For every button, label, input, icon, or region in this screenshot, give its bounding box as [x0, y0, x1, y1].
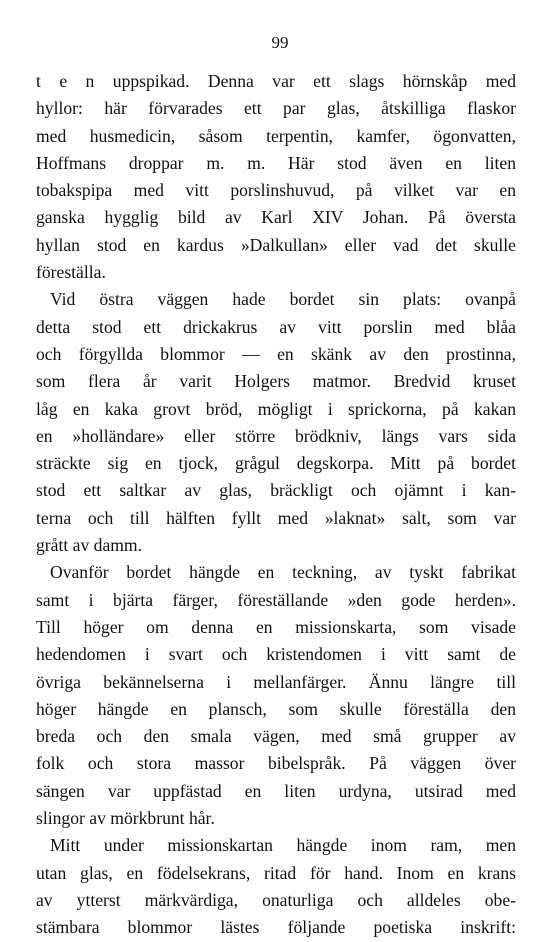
text-line: ganska hygglig bild av Karl XIV Johan. På översta — [36, 207, 516, 228]
text-line: Hoffmans droppar m. m. Här stod även en liten — [36, 152, 516, 173]
text-line: höger hängde en plansch, som skulle föreställa den — [36, 698, 516, 719]
text-line: sängen var uppfästad en liten urdyna, utsirad med — [36, 780, 516, 801]
text-line: hyllan stod en kardus »Dalkullan» eller vad det skulle — [36, 234, 516, 255]
text-line: hedendomen i svart och kristendomen i vitt samt de — [36, 644, 516, 665]
text-line: t e n uppspikad. Denna var ett slags hörnskåp med — [36, 71, 516, 91]
page-number: 99 — [271, 33, 289, 52]
text-line: Mitt under missionskartan hängde inom ram, men — [50, 835, 516, 856]
text-line: Ovanför bordet hängde en teckning, av tyskt fabrikat — [50, 562, 516, 583]
text-line: grått av damm. — [36, 535, 143, 556]
text-line: tobakspipa med vitt porslinshuvud, på vilket var en — [36, 180, 516, 201]
text-line: terna och till hälften fyllt med »laknat» salt, som var — [36, 507, 516, 528]
text-line: och förgyllda blommor — en skänk av den prostinna, — [36, 343, 516, 364]
body-text — [36, 68, 516, 942]
text-line: folk och stora massor bibelspråk. På väggen över — [36, 753, 516, 774]
text-line: Vid östra väggen hade bordet sin plats: ovanpå — [50, 289, 516, 310]
text-line: föreställa. — [36, 262, 106, 283]
text-line: hyllor: här förvarades ett par glas, åtskilliga flaskor — [36, 98, 516, 119]
text-line: breda och den smala vägen, med små grupper av — [36, 726, 516, 747]
text-line: med husmedicin, såsom terpentin, kamfer, ögonvatten, — [36, 125, 516, 146]
text-line: utan glas, en födelsekrans, ritad för hand. Inom en krans — [36, 862, 516, 883]
text-line: slingor av mörkbrunt hår. — [36, 808, 215, 829]
text-line: övriga bekännelserna i mellanfärger. Ännu längre till — [36, 671, 516, 692]
text-line: sträckte sig en tjock, grågul degskorpa. Mitt på bordet — [36, 453, 516, 474]
text-line: stod ett saltkar av glas, bräckligt och ojämnt i kan- — [36, 480, 516, 501]
text-line: låg en kaka grovt bröd, mögligt i sprickorna, på kakan — [36, 398, 516, 419]
text-line: av ytterst märkvärdiga, onaturliga och alldeles obe- — [36, 889, 516, 910]
text-line: Till höger om denna en missionskarta, som visade — [36, 616, 516, 637]
text-line: som flera år varit Holgers matmor. Bredvid kruset — [36, 371, 516, 392]
text-line: stämbara blommor lästes följande poetiska inskrift: — [36, 917, 516, 938]
text-line: detta stod ett drickakrus av vitt porslin med blåa — [36, 316, 516, 337]
text-line: samt i bjärta färger, föreställande »den gode herden». — [36, 589, 516, 610]
text-line: en »holländare» eller större brödkniv, längs vars sida — [36, 425, 516, 446]
